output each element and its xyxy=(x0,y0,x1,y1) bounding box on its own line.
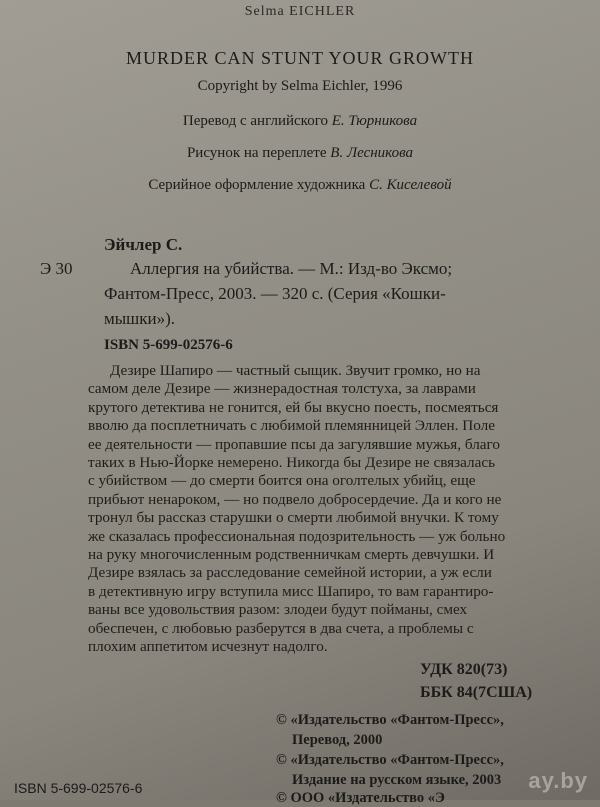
annotation-line: же сказалась профессиональная подозрительность — уж больно xyxy=(88,527,506,545)
annotation-line: крутого детектива не гонится, ей бы вкусно поесть, посмеяться xyxy=(88,398,499,416)
annotation-line: с убийством — до смерти боится она оголтелых убийц, еще xyxy=(88,472,476,490)
copyright-publisher-3: © ООО «Издательство «Э xyxy=(276,790,445,806)
annotation-line: тронул бы рассказ старушки о смерти любимой внучки. К тому xyxy=(88,509,499,527)
site-watermark: ay.by xyxy=(528,768,588,793)
annotation-line: ваны все удовольствия разом: злодеи будут пойманы, смех xyxy=(88,601,468,619)
copyright-publisher-2: © «Издательство «Фантом-Пресс», xyxy=(276,752,504,768)
bib-author: Эйчлер С. xyxy=(104,235,183,254)
series-designer-name: С. Киселевой xyxy=(369,177,452,193)
cover-artist-name: В. Лесникова xyxy=(330,145,414,161)
bib-line-1: Аллергия на убийства. — М.: Изд-во Эксмо; xyxy=(130,259,453,278)
translator-name: Е. Тюрникова xyxy=(331,113,418,129)
original-title: MURDER CAN STUNT YOUR GROWTH xyxy=(125,48,474,68)
annotation-line: вволю да посплетничать с любимой племянницей Эллен. Поле xyxy=(88,417,495,435)
annotation-line: на руку многочисленным родственничкам смерть девчушки. И xyxy=(88,546,495,564)
copyright-edition: Издание на русском языке, 2003 xyxy=(292,772,502,788)
udk-code: УДК 820(73) xyxy=(420,661,508,678)
annotation-line: плохим аппетитом исчезнут надолго. xyxy=(88,638,328,656)
annotation-line: в детективную игру вступила мисс Шапиро, то вам гарантиро- xyxy=(88,582,494,600)
isbn: ISBN 5-699-02576-6 xyxy=(104,337,233,353)
cover-label: Рисунок на переплете xyxy=(186,145,327,161)
copyright-translation: Перевод, 2000 xyxy=(292,732,383,748)
annotation xyxy=(88,362,558,657)
annotation-line: прибьют ненароком, — но подвело добросердечие. Да и кого не xyxy=(88,490,502,508)
bib-line-3: мышки»). xyxy=(104,309,176,328)
original-author: Selma EICHLER xyxy=(244,4,356,19)
annotation-line: Дезире Шапиро — частный сыщик. Звучит громко, но на xyxy=(110,362,481,379)
bib-line-2: Фантом-Пресс, 2003. — 320 с. (Серия «Кошки- xyxy=(104,284,446,303)
copyright-publisher-1: © «Издательство «Фантом-Пресс», xyxy=(276,712,504,728)
series-design-label: Серийное оформление художника xyxy=(148,177,366,193)
annotation-line: обеспечен, с любовью разберутся в два счета, а проблемы с xyxy=(88,619,474,637)
annotation-line: самом деле Дезире — жизнерадостная толстуха, за лаврами xyxy=(88,380,476,398)
original-copyright: Copyright by Selma Eichler, 1996 xyxy=(197,78,403,94)
translation-label: Перевод с английского xyxy=(182,113,328,129)
bbk-code: ББК 84(7США) xyxy=(420,684,533,701)
series-design-credit xyxy=(0,177,600,194)
annotation-line: таких в Нью-Йорке немерено. Никогда бы Дезире не связалась xyxy=(88,454,496,472)
cover-credit xyxy=(0,145,600,162)
bib-code: Э 30 xyxy=(40,259,73,278)
annotation-line: ее деятельности — пропавшие псы да загулявшие мужья, благо xyxy=(88,435,500,453)
annotation-line: Дезире взялась за расследование семейной истории, а уж если xyxy=(88,564,492,582)
translation-credit xyxy=(0,113,600,130)
footer-isbn: ISBN 5-699-02576-6 xyxy=(14,780,143,796)
